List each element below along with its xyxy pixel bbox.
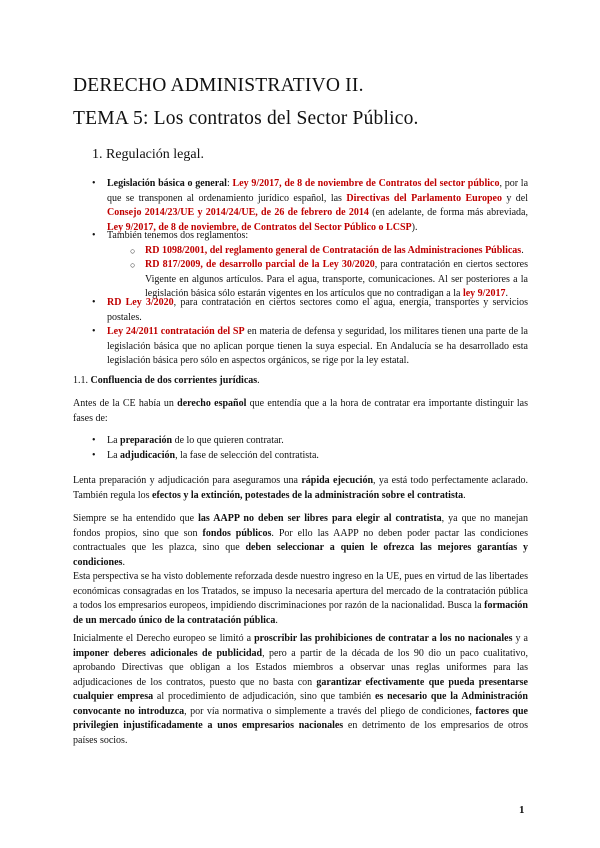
document-title: DERECHO ADMINISTRATIVO II. bbox=[73, 75, 364, 96]
circle-bullet-icon: ○ bbox=[130, 246, 136, 256]
paragraph-5: Inicialmente el Derecho europeo se limitó a proscribir las prohibiciones de contratar a los no nacionales y a imponer deberes adicionales de publicidad, pero a partir de la década de los 90 dio un paco cualitativo, aprobando Directivas que obligan a los Estados miembros a observar unas reglas uniformes para las adjudicaciones de los contratos, puesto que no basta con garantizar efectivamente que pueda presentarse cualquier empresa al procedimiento de adjudicación, sino que también es necesario que la Administración convocante no introduzca, por vía normativa o simplemente a través del pliego de condiciones, factores que privilegien injustificadamente a unos empresarios nacionales en detrimento de los empresarios de otros países socios. bbox=[73, 633, 528, 746]
bullet-reglamentos: • También tenemos dos reglamentos: bbox=[92, 229, 528, 244]
bullet-icon: • bbox=[92, 326, 96, 337]
bullet-icon: • bbox=[92, 230, 96, 241]
law-reference: RD Ley 3/2020 bbox=[107, 297, 174, 308]
bullet-rd-ley-3-2020: • RD Ley 3/2020, para contratación en ciertos sectores como el agua, energía, transportes y servicios postales. bbox=[92, 297, 528, 323]
bullet-lead: Legislación básica o general bbox=[107, 178, 227, 189]
law-reference: Consejo 2014/23/UE y 2014/24/UE, de 26 de febrero de 2014 bbox=[107, 207, 369, 218]
paragraph-4: Esta perspectiva se ha visto doblemente reforzada desde nuestro ingreso en la UE, pues en virtud de las libertades económicas consagradas en los Tratados, se impuso la necesaria apertura del mercado de la contratación pública a todos los empresarios europeos, impidiendo discriminaciones por razón de la nacionalidad. Busca la formación de un mercado único de la contratación pública. bbox=[73, 571, 528, 626]
fase-preparacion: • La preparación de lo que quieren contratar. bbox=[92, 434, 528, 449]
subsection-heading: 1.1. Confluencia de dos corrientes jurídicas. bbox=[73, 375, 260, 386]
law-reference: Ley 9/2017, de 8 de noviembre de Contratos del sector público bbox=[232, 178, 500, 189]
circle-bullet-icon: ○ bbox=[130, 260, 136, 270]
bullet-ley-24-2011: • Ley 24/2011 contratación del SP en materia de defensa y seguridad, los militares tienen una parte de la legislación básica que no aplican porque tienen la suya especial. En Andalucía se ha desarrollado esta legislación básica pero sólo en aspectos orgánicos, se rige por la ley estatal. bbox=[92, 326, 528, 366]
document-subtitle: TEMA 5: Los contratos del Sector Público. bbox=[73, 108, 419, 129]
law-reference: Ley 9/2017, de 8 de noviembre, de Contratos del Sector Público o LCSP bbox=[107, 221, 412, 233]
subbullet-rd-1098: ○ RD 1098/2001, del reglamento general de Contratación de las Administraciones Públicas. bbox=[130, 244, 528, 259]
section-heading: 1. Regulación legal. bbox=[92, 147, 204, 162]
bullet-icon: • bbox=[92, 435, 96, 446]
page-number: 1 bbox=[519, 804, 525, 816]
bullet-icon: • bbox=[92, 450, 96, 461]
paragraph-2: Lenta preparación y adjudicación para aseguramos una rápida ejecución, ya está todo perfectamente aclarado. También regula los efectos y la extinción, potestades de la administración sobre el contratista. bbox=[73, 475, 528, 501]
bullet-icon: • bbox=[92, 178, 96, 189]
bullet-legislacion-basica: • Legislación básica o general: Ley 9/2017, de 8 de noviembre de Contratos del sector público, por la que se transponen al ordenamiento jurídico español, las Directivas del Parlamento Europeo y del Consejo 2014/23/UE y 2014/24/UE, de 26 de febrero de 2014 (en adelante, de forma más abreviada, Ley 9/2017, de 8 de noviembre, de Contratos del Sector Público o LCSP). bbox=[92, 178, 529, 233]
law-reference: Ley 24/2011 contratación del SP bbox=[107, 326, 245, 337]
subbullet-rd-817: ○ RD 817/2009, de desarrollo parcial de la Ley 30/2020, para contratación en ciertos sectores Vigente en algunos artículos. Para el agua, transporte, comunicaciones. Al ser posteriores a la legislación básica sólo estarán vigentes en los artículos que no contradigan a la ley 9/2017. bbox=[130, 259, 528, 299]
paragraph-1: Antes de la CE había un derecho español que entendía que a la hora de contratar era importante distinguir las fases de: bbox=[73, 398, 528, 424]
law-reference: RD 817/2009, de desarrollo parcial de la Ley 30/2020 bbox=[145, 259, 375, 270]
fase-adjudicacion: • La adjudicación, la fase de selección del contratista. bbox=[92, 449, 528, 464]
law-reference: ley 9/2017 bbox=[462, 288, 506, 299]
paragraph-3: Siempre se ha entendido que las AAPP no deben ser libres para elegir al contratista, ya que no manejan fondos propios, sino que son fondos públicos. Por ello las AAPP no deben poder pactar las condiciones contractuales que les plazca, sino que deben seleccionar a quien le ofrezca las mejores garantías y condiciones. bbox=[73, 513, 529, 568]
bullet-icon: • bbox=[92, 297, 96, 308]
law-reference: Directivas del Parlamento Europeo bbox=[346, 192, 502, 204]
law-reference: RD 1098/2001, del reglamento general de Contratación de las Administraciones Públicas bbox=[145, 245, 522, 256]
